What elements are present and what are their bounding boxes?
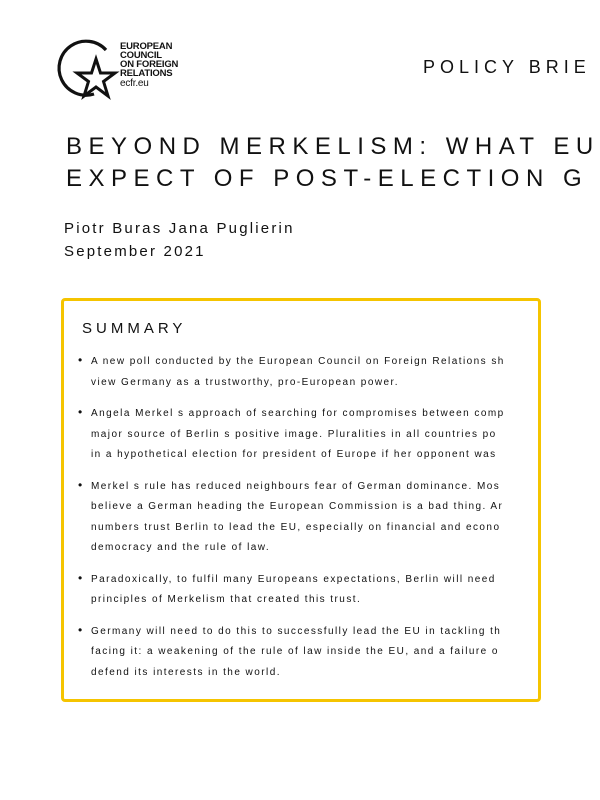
summary-bullet [76, 570, 600, 611]
summary-bullet [76, 477, 600, 559]
bullet-text-line: major source of Berlin s positive image. Pluralities in all countries po [91, 428, 497, 440]
logo-wordmark [120, 42, 178, 88]
summary-bullet-list [76, 352, 600, 694]
bullet-text-line: Angela Merkel s approach of searching for compromises between comp [91, 408, 505, 419]
bullet-text-line: principles of Merkelism that created this trust. [91, 594, 362, 605]
title-line: EXPECT OF POST-ELECTION G [66, 165, 589, 192]
bullet-text-line: believe a German heading the European Commission is a bad thing. Ar [91, 501, 504, 512]
document-meta [64, 217, 295, 263]
bullet-icon: • [78, 477, 83, 492]
logo-line: EUROPEAN [120, 41, 173, 52]
logo-line: ON FOREIGN [120, 59, 179, 70]
title-line: BEYOND MERKELISM: WHAT EU [66, 133, 600, 160]
bullet-text-line: A new poll conducted by the European Council on Foreign Relations sh [91, 356, 505, 367]
ecfr-logo [54, 36, 204, 102]
bullet-text-line: facing it: a weakening of the rule of law inside the EU, and a failure o [91, 646, 499, 657]
summary-bullet [76, 404, 600, 466]
bullet-icon: • [78, 622, 83, 637]
star-circle-logo-icon [54, 36, 120, 102]
bullet-icon: • [78, 353, 83, 367]
bullet-text-line: democracy and the rule of law. [91, 542, 271, 553]
bullet-text-line: Paradoxically, to fulfil many Europeans expectations, Berlin will need [91, 573, 496, 585]
summary-heading: SUMMARY [82, 320, 187, 337]
bullet-text-line: view Germany as a trustworthy, pro-European power. [91, 376, 399, 388]
bullet-icon: • [78, 405, 83, 419]
publication-date: September 2021 [64, 243, 206, 260]
bullet-text-line: in a hypothetical election for president of Europe if her opponent was [91, 449, 497, 460]
summary-bullet [76, 622, 600, 684]
authors: Piotr Buras Jana Puglierin [64, 220, 295, 237]
bullet-icon: • [78, 570, 83, 585]
bullet-text-line: numbers trust Berlin to lead the EU, especially on financial and econo [91, 521, 501, 533]
bullet-text-line: Germany will need to do this to successfully lead the EU in tackling th [91, 625, 502, 637]
document-title [66, 131, 600, 195]
summary-bullet [76, 352, 600, 393]
document-type-label: POLICY BRIE [423, 57, 591, 77]
bullet-text-line: Merkel s rule has reduced neighbours fear of German dominance. Mos [91, 480, 501, 492]
logo-line: RELATIONS [120, 68, 173, 79]
logo-url: ecfr.eu [120, 78, 149, 89]
bullet-text-line: defend its interests in the world. [91, 666, 281, 678]
logo-line: COUNCIL [120, 50, 162, 61]
